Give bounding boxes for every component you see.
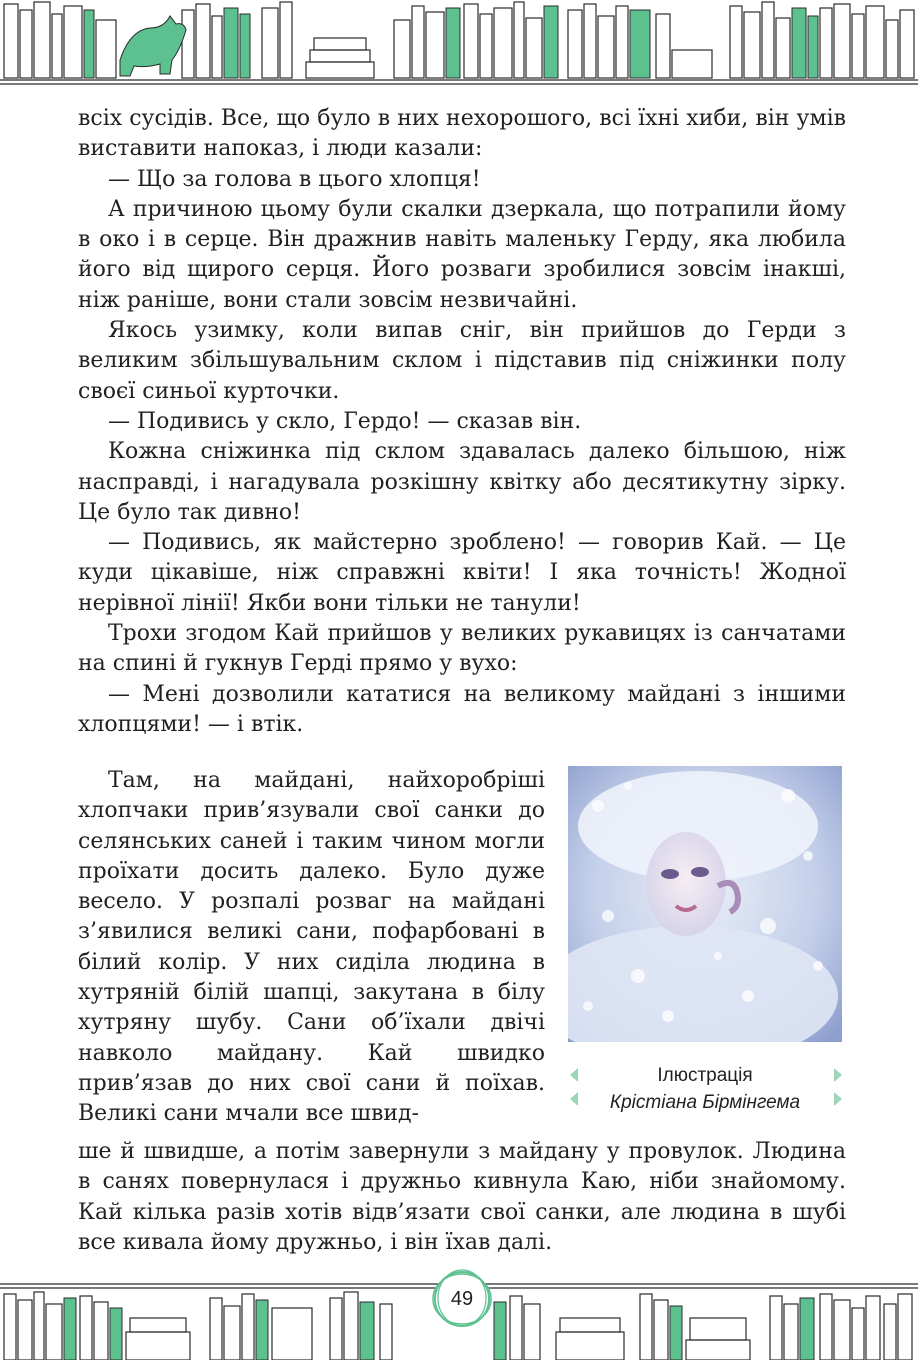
paragraph: всіх сусідів. Все, що було в них нехорошого, всі їхні хиби, він умів виставити напоказ, і люди казали:: [78, 106, 846, 162]
chevron-right-icon: [832, 1091, 844, 1107]
paragraph: А причиною цьому були скалки дзеркала, що потрапили йому в око і в серце. Він дражнив навіть маленьку Герду, яка любила його від щирого серця. Його розваги зробилися зовсім інакші, ніж раніше, вони стали зовсім незвичайні.: [78, 196, 846, 313]
chevron-left-icon: [568, 1067, 580, 1083]
caption-author: Крістіана Бірмінгема: [609, 1092, 801, 1113]
body-text-wrapped: [78, 766, 545, 1130]
paragraph: — Мені дозволили кататися на великому майдані з іншими хлопцями! — і втік.: [78, 681, 846, 737]
chevron-right-icon: [832, 1067, 844, 1083]
paragraph: Там, на майдані, найхоробріші хлопчаки прив’язували свої санки до селянських саней і таким чином могли проїхати досить далеко. Було дуже весело. У розпалі розваг на майдані з’явилися великі сани, пофарбовані в білий колір. У них сиділа людина в хутряній білій шапці, закутана в білу хутряну шубу. Сани об’їхали двічі навколо майдану. Кай швидко прив’язав до них свої сани й поїхав. Великі сани мчали все швид-: [78, 768, 545, 1127]
illustration-image: [568, 766, 842, 1042]
paragraph: — Подивись, як майстерно зроблено! — говорив Кай. — Це куди цікавіше, ніж справжні квіти! І яка точність! Жодної нерівної лінії! Якби вони тільки не танули!: [78, 530, 846, 616]
illustration-caption: [568, 1062, 842, 1116]
paragraph: Трохи згодом Кай прийшов у великих рукавицях із санчатами на спині й гукнув Герді прямо у вухо:: [78, 621, 846, 677]
top-bookshelf-decoration: [0, 0, 918, 86]
page-number-badge: [431, 1268, 493, 1330]
body-text-top: [78, 104, 846, 740]
paragraph: — Подивись у скло, Гердо! — сказав він.: [108, 408, 582, 434]
snow-queen-illustration: [568, 766, 842, 1042]
caption-line: Ілюстрація: [657, 1065, 753, 1086]
chevron-left-icon: [568, 1091, 580, 1107]
bookshelf-illustration-top: [0, 0, 918, 86]
paragraph: Кожна сніжинка під склом здавалась далеко більшою, ніж насправді, і нагадувала розкішну квітку або десятикутну зірку. Це було так дивно!: [78, 439, 846, 525]
paragraph: ше й швидше, а потім завернули з майдану у провулок. Людина в санях повернулася і дружньо кивнула Каю, ніби знайомому. Кай кілька разів хотів відв’язати свої санки, але людина в шубі все кивала йому дружньо, і він їхав далі.: [78, 1139, 846, 1255]
paragraph: — Що за голова в цього хлопця!: [108, 166, 481, 192]
page-number: 49: [450, 1287, 474, 1310]
paragraph: Якось узимку, коли випав сніг, він прийшов до Герди з великим збільшувальним склом і підставив під сніжинки полу своєї синьої курточки.: [78, 318, 846, 404]
body-text-continued: [78, 1137, 846, 1258]
